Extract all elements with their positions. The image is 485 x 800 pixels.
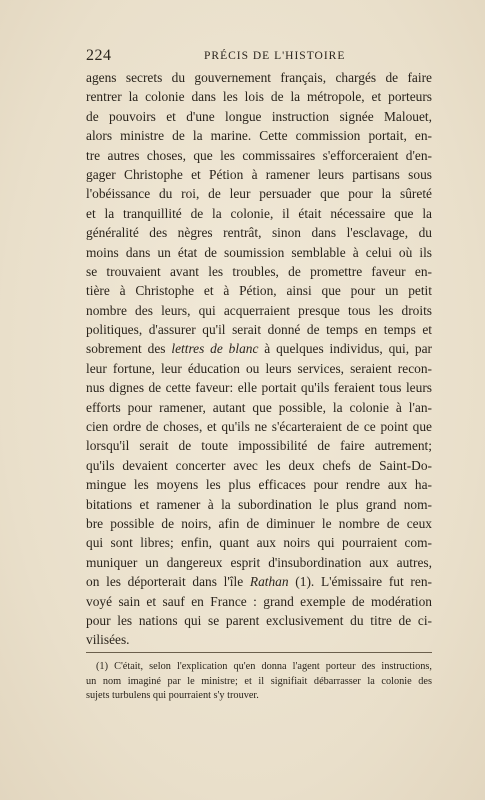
page-header (86, 47, 426, 69)
text-line: politiques, d'assurer qu'il serait donné de temps en temps et (86, 322, 432, 338)
text-line: nus dignes de cette faveur: elle portait qu'ils feraient tous leurs (86, 380, 432, 396)
page-number: 224 (86, 47, 112, 64)
text-line: tière à Christophe et à Pétion, ainsi que pour un petit (86, 283, 432, 299)
text-line: généralité des nègres rentrât, sinon dans l'esclavage, du (86, 225, 432, 241)
text-line: tre autres choses, que les commissaires s'efforceraient d'en- (86, 147, 432, 163)
body-text (86, 68, 432, 650)
italic-term: Rathan (249, 574, 289, 590)
text-line: muniquer un dangereux esprit d'insubordination aux autres, (86, 554, 432, 570)
text-line: bitations et ramener à la subordination le plus grand nom- (86, 496, 432, 512)
text-line: leur fortune, leur éducation ou leurs services, seraient recon- (86, 360, 432, 376)
footnote (86, 660, 432, 704)
footnote-line: un nom imaginé par le ministre; et il signifiait débarrasser la colonie des (86, 675, 432, 687)
text-line: nombre des leurs, qui acquerraient presque tous les droits (86, 302, 432, 318)
footnote-line: (1) C'était, selon l'explication qu'en donna l'agent porteur des instructions, (96, 661, 432, 672)
text-line: moins dans un état de soumission semblable à celui où ils (86, 244, 432, 260)
text-line: qu'ils devaient concerter avec les deux chefs de Saint-Do- (86, 457, 432, 473)
text-line: se trouvaient avant les troubles, de promettre faveur en- (86, 263, 432, 279)
text-line: efforts pour ramener, autant que possible, la colonie à l'an- (86, 399, 432, 415)
text-line: lorsqu'il serait de toute impossibilité de faire autrement; (86, 438, 432, 454)
footnote-divider (86, 652, 432, 653)
text-segment: sobrement des (86, 341, 166, 357)
text-line: mingue les moyens les plus efficaces pour rendre aux ha- (86, 477, 432, 493)
text-line: l'obéissance du roi, de leur persuader que pour la sûreté (86, 186, 432, 202)
text-line: agens secrets du gouvernement français, chargés de faire (86, 70, 432, 85)
text-line (86, 339, 432, 358)
running-title: PRÉCIS DE L'HISTOIRE (204, 50, 346, 62)
text-line: cien ordre de choses, et qu'ils ne s'écarteraient de ce point que (86, 419, 432, 435)
text-line: bre possible de noirs, afin de diminuer le nombre de ceux (86, 515, 432, 531)
text-line: et la tranquillité de la colonie, il était nécessaire que la (86, 205, 432, 221)
text-line: vilisées. (86, 632, 130, 648)
text-line: de pouvoirs et d'une longue instruction signée Malouet, (86, 108, 432, 124)
italic-term: lettres de blanc (171, 341, 259, 357)
text-line: pour les nations qui se parent exclusivement du titre de ci- (86, 612, 432, 628)
text-line: voyé sain et sauf en France : grand exemple de modération (86, 593, 432, 609)
text-line: gager Christophe et Pétion à ramener leurs partisans sous (86, 166, 432, 182)
footnote-line: sujets turbulens qui pourraient s'y trouver. (86, 690, 259, 702)
text-segment: à quelques individus, qui, par (264, 341, 432, 357)
text-segment: on les déporterait dans l'île (86, 574, 244, 590)
text-line: alors ministre de la marine. Cette commission portait, en- (86, 128, 432, 144)
text-line: rentrer la colonie dans les lois de la métropole, et porteurs (86, 89, 432, 105)
text-line (86, 572, 432, 591)
footnote-reference: (1). L'émissaire fut ren- (295, 574, 432, 590)
text-line: qui sont libres; enfin, quant aux noirs qui pourraient com- (86, 535, 432, 551)
